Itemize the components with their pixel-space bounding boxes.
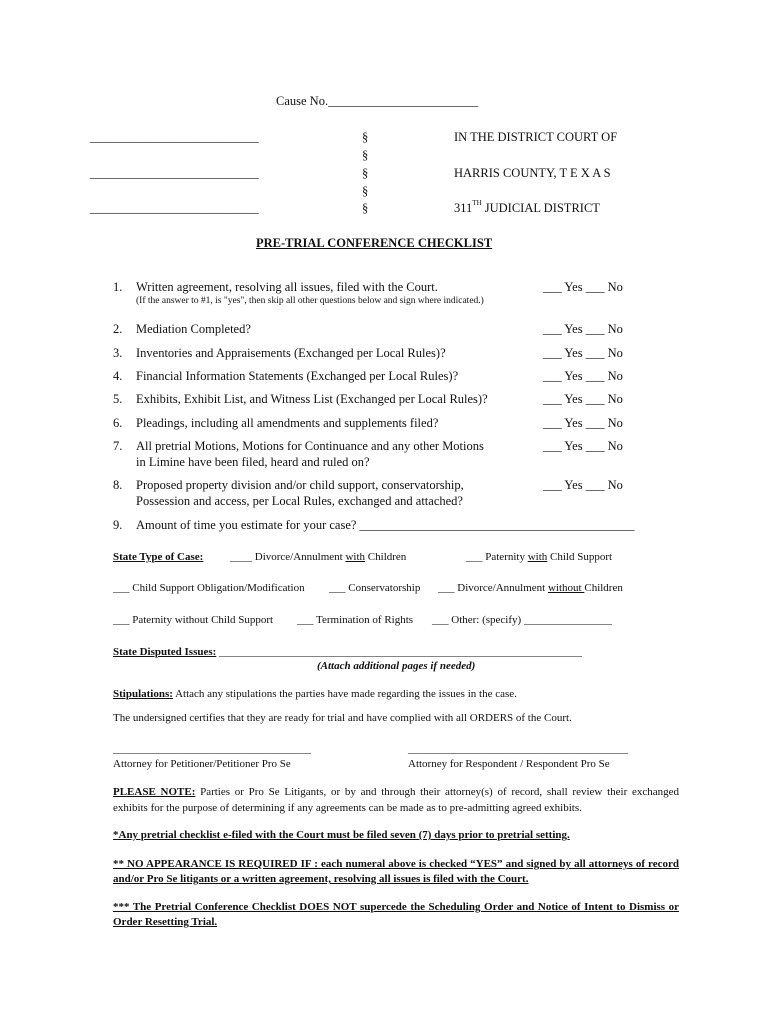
item-text: Inventories and Appraisements (Exchanged per Local Rules)?	[136, 346, 446, 360]
yes-no-choice[interactable]: ___ Yes ___ No	[543, 346, 623, 360]
court-line-1: IN THE DISTRICT COURT OF	[454, 130, 618, 144]
petitioner-label: Attorney for Petitioner/Petitioner Pro Se	[113, 758, 291, 770]
stipulations: Stipulations: Attach any stipulations the parties have made regarding the issues in the case.	[113, 688, 517, 700]
option-divorce-with-children[interactable]: ____ Divorce/Annulment with Children	[230, 551, 407, 563]
certification: The undersigned certifies that they are ready for trial and have complied with all ORDERS of the Court.	[113, 712, 572, 724]
option-child-support[interactable]: ___ Child Support Obligation/Modification	[113, 582, 305, 594]
item-text-line2: Possession and access, per Local Rules, exchanged and attached?	[136, 494, 463, 508]
yes-no-choice[interactable]: ___ Yes ___ No	[543, 416, 623, 430]
option-divorce-without-children[interactable]: ___ Divorce/Annulment without Children	[438, 582, 623, 594]
section-sign: §	[362, 166, 369, 180]
party-blank-1[interactable]: ___________________________	[90, 130, 259, 144]
item-text: Pleadings, including all amendments and supplements filed?	[136, 416, 439, 430]
item-number: 7.	[113, 439, 123, 453]
item-number: 1.	[113, 280, 123, 294]
case-type-label: State Type of Case:	[113, 551, 204, 563]
item-text: Written agreement, resolving all issues, filed with the Court.	[136, 280, 438, 294]
disputed-issues-field[interactable]: State Disputed Issues: __________________________________________________________________	[113, 646, 583, 658]
no-appearance-note: ** NO APPEARANCE IS REQUIRED IF : each numeral above is checked “YES” and signed by all attorneys of record and/or Pro Se litigants or a written agreement, resolving all issues is filed with the Court.	[113, 858, 679, 885]
cause-number[interactable]: Cause No.________________________	[276, 94, 479, 108]
item-text: All pretrial Motions, Motions for Continuance and any other Motions	[136, 439, 484, 453]
item-number: 4.	[113, 369, 123, 383]
court-line-3: 311TH JUDICIAL DISTRICT	[454, 199, 600, 215]
item-note: (If the answer to #1, is "yes", then skip all other questions below and sign where indicated.)	[136, 296, 484, 306]
scheduling-order-note: *** The Pretrial Conference Checklist DOES NOT supercede the Scheduling Order and Notice of Intent to Dismiss or Order Resetting Trial.	[113, 901, 679, 928]
item-number: 9.	[113, 518, 123, 532]
yes-no-choice[interactable]: ___ Yes ___ No	[543, 280, 623, 294]
party-blank-2[interactable]: ___________________________	[90, 166, 259, 180]
item-number: 6.	[113, 416, 123, 430]
section-sign: §	[362, 184, 369, 198]
yes-no-choice[interactable]: ___ Yes ___ No	[543, 369, 623, 383]
section-sign: §	[362, 201, 369, 215]
item-number: 2.	[113, 322, 123, 336]
petitioner-signature-line[interactable]: ____________________________________	[113, 743, 311, 755]
item-text: Mediation Completed?	[136, 322, 251, 336]
section-sign: §	[362, 148, 369, 162]
option-paternity-without-support[interactable]: ___ Paternity without Child Support	[113, 614, 274, 626]
option-termination[interactable]: ___ Termination of Rights	[297, 614, 414, 626]
yes-no-choice[interactable]: ___ Yes ___ No	[543, 392, 623, 406]
efile-note: *Any pretrial checklist e-filed with the Court must be filed seven (7) days prior to pretrial setting.	[113, 829, 570, 841]
item-number: 8.	[113, 478, 123, 492]
option-other[interactable]: ___ Other: (specify) ________________	[432, 614, 612, 626]
page-title: PRE-TRIAL CONFERENCE CHECKLIST	[256, 236, 493, 250]
yes-no-choice[interactable]: ___ Yes ___ No	[543, 322, 623, 336]
option-paternity-with-support[interactable]: ___ Paternity with Child Support	[466, 551, 613, 563]
item-text-line2: in Limine have been filed, heard and ruled on?	[136, 455, 370, 469]
item-text: Exhibits, Exhibit List, and Witness List (Exchanged per Local Rules)?	[136, 392, 488, 406]
yes-no-choice[interactable]: ___ Yes ___ No	[543, 478, 623, 492]
time-estimate-field[interactable]: Amount of time you estimate for your case? ____________________________________________	[136, 518, 635, 532]
item-text: Financial Information Statements (Exchanged per Local Rules)?	[136, 369, 459, 383]
respondent-signature-line[interactable]: ________________________________________	[408, 743, 628, 755]
please-note: PLEASE NOTE: Parties or Pro Se Litigants, or by and through their attorney(s) of record, shall review their exchanged exhibits for the purpose of determining if any agreements can be made as to pre-admitting agreed exhibits.	[113, 786, 679, 814]
option-conservatorship[interactable]: ___ Conservatorship	[329, 582, 421, 594]
attach-pages-note: (Attach additional pages if needed)	[317, 660, 476, 672]
court-line-2: HARRIS COUNTY, T E X A S	[454, 166, 611, 180]
yes-no-choice[interactable]: ___ Yes ___ No	[543, 439, 623, 453]
item-text: Proposed property division and/or child support, conservatorship,	[136, 478, 464, 492]
respondent-label: Attorney for Respondent / Respondent Pro Se	[408, 758, 610, 770]
item-number: 3.	[113, 346, 123, 360]
party-blank-3[interactable]: ___________________________	[90, 201, 259, 215]
item-number: 5.	[113, 392, 123, 406]
section-sign: §	[362, 130, 369, 144]
